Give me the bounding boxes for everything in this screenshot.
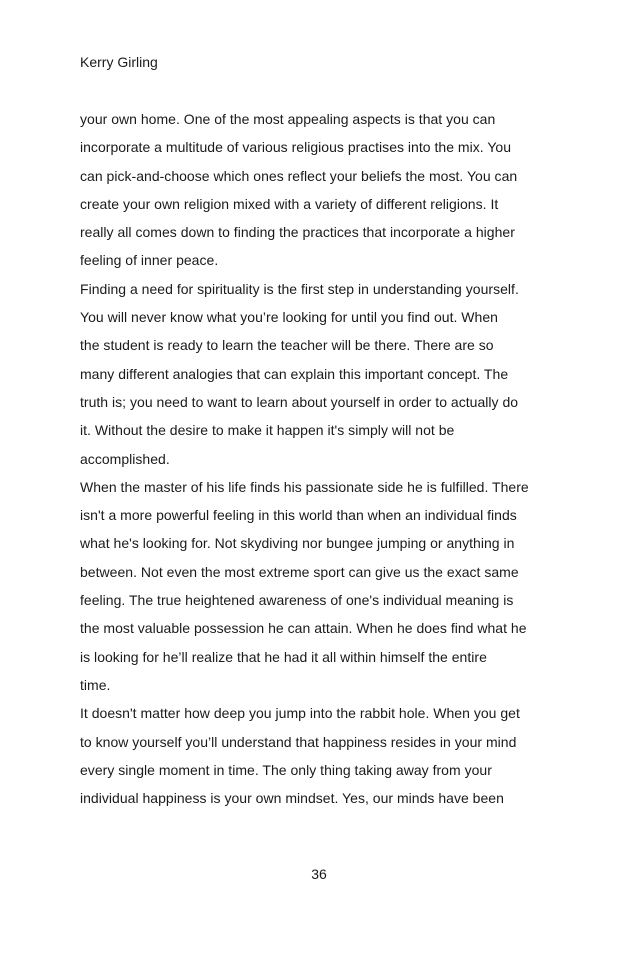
text-line: incorporate a multitude of various religious practises into the mix. You — [80, 139, 512, 156]
text-line: isn't a more powerful feeling in this world than when an individual finds — [80, 507, 517, 524]
text-line: accomplished. — [80, 450, 170, 467]
text-line: really all comes down to finding the practices that incorporate a higher — [80, 224, 515, 241]
text-line: the most valuable possession he can attain. When he does find what he — [80, 620, 527, 637]
page-number: 36 — [311, 866, 327, 882]
text-line: truth is; you need to want to learn about yourself in order to actually do — [80, 393, 519, 410]
text-line: many different analogies that can explain this important concept. The — [80, 365, 509, 382]
text-line: When the master of his life finds his passionate side he is fulfilled. There — [80, 478, 529, 495]
text-line: You will never know what you’re looking for until you find out. When — [80, 309, 498, 326]
text-line: feeling. The true heightened awareness of one's individual meaning is — [80, 592, 514, 609]
text-line: create your own religion mixed with a variety of different religions. It — [80, 195, 499, 212]
text-line: what he's looking for. Not skydiving nor bungee jumping or anything in — [80, 535, 515, 552]
text-line: your own home. One of the most appealing aspects is that you can — [80, 111, 496, 127]
running-header-author: Kerry Girling — [80, 54, 158, 70]
text-line: it. Without the desire to make it happen it's simply will not be — [80, 422, 455, 439]
text-line: time. — [80, 676, 111, 693]
text-line: between. Not even the most extreme sport can give us the exact same — [80, 563, 519, 580]
text-line: the student is ready to learn the teacher will be there. There are so — [80, 337, 494, 354]
text-line: is looking for he’ll realize that he had it all within himself the entire — [80, 648, 487, 665]
text-line: feeling of inner peace. — [80, 252, 219, 269]
text-line: every single moment in time. The only thing taking away from your — [80, 761, 492, 778]
text-line: Finding a need for spirituality is the first step in understanding yourself. — [80, 280, 519, 297]
body-text — [80, 105, 570, 812]
text-line: can pick-and-choose which ones reflect your beliefs the most. You can — [80, 167, 518, 184]
text-line: It doesn't matter how deep you jump into the rabbit hole. When you get — [80, 705, 520, 722]
text-line: to know yourself you’ll understand that happiness resides in your mind — [80, 733, 517, 750]
text-line: individual happiness is your own mindset. Yes, our minds have been — [80, 790, 504, 807]
